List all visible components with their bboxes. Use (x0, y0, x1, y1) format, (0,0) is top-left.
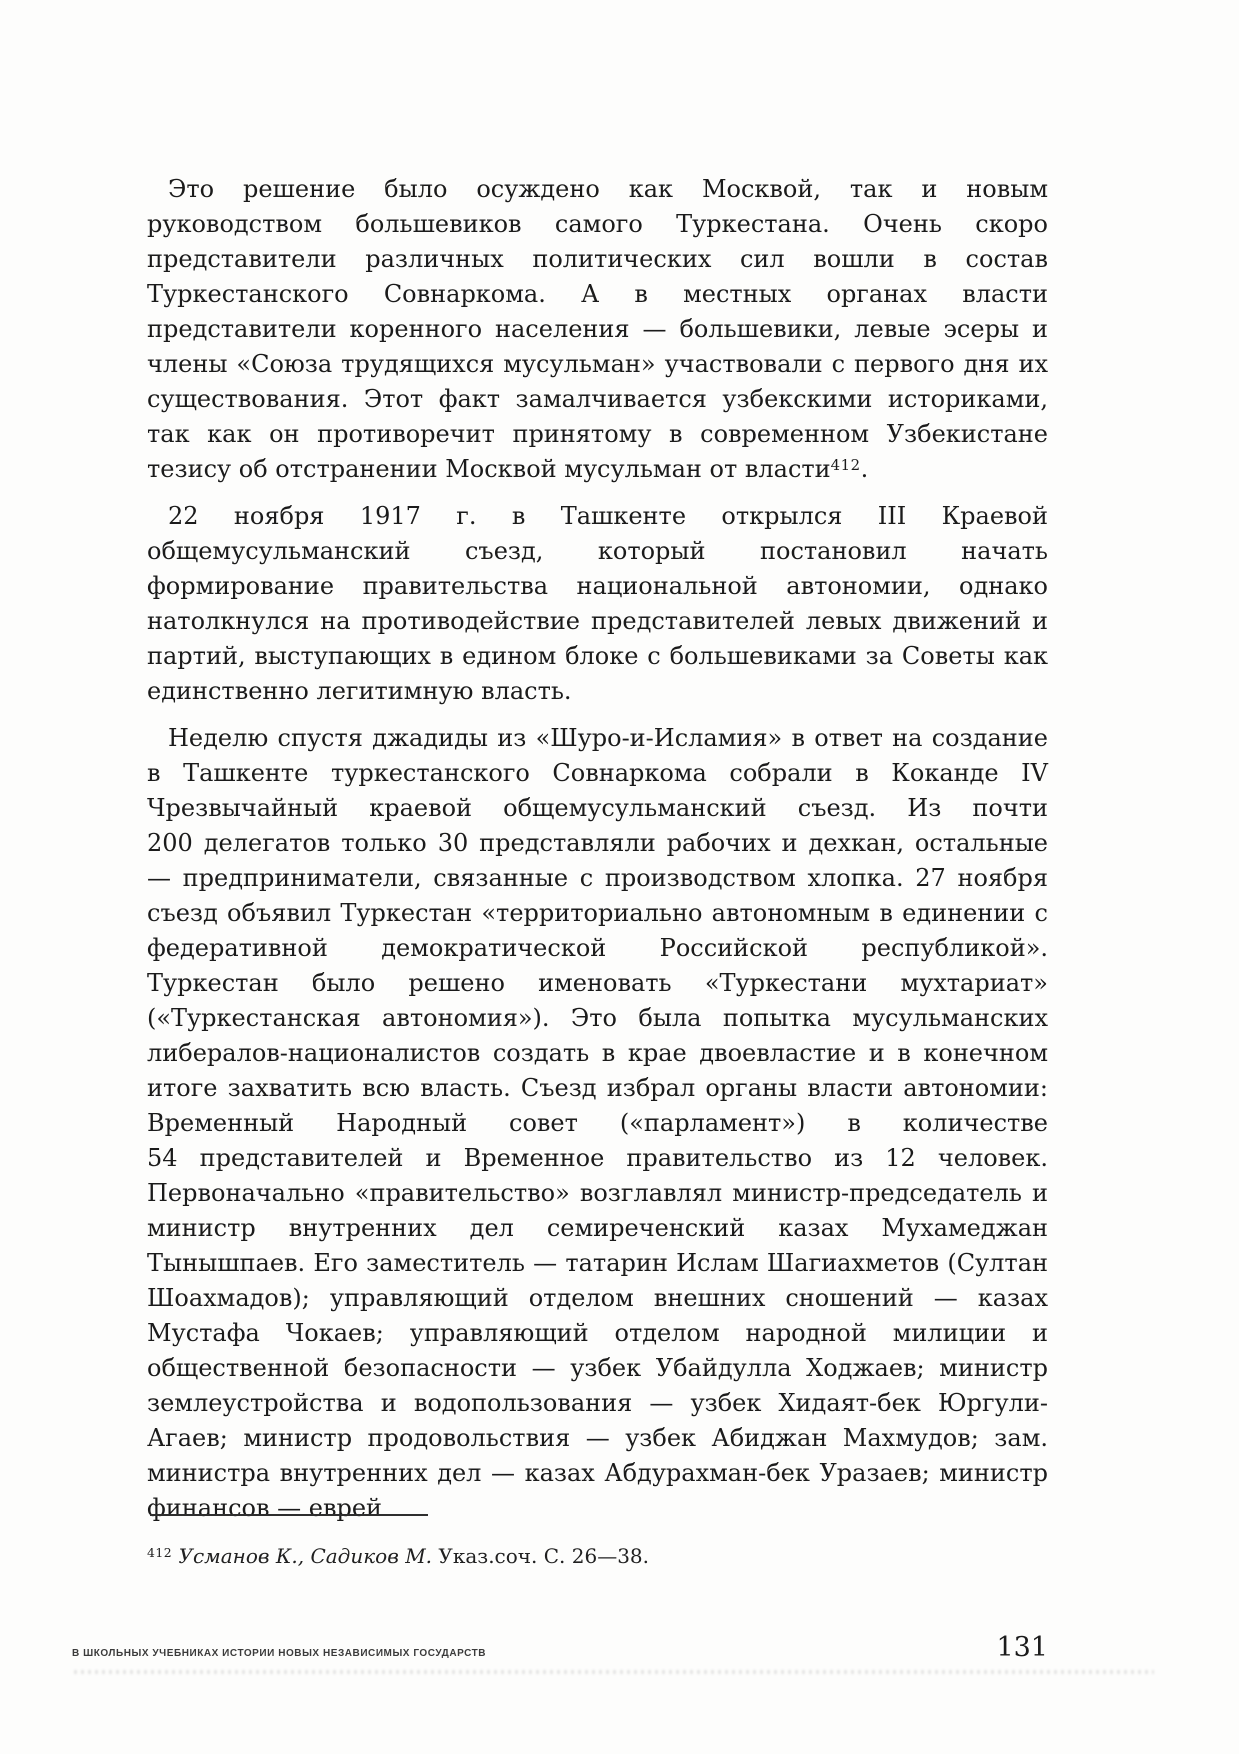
footnote (147, 1543, 1048, 1570)
text-run: Усманов К., Садиков М. (178, 1544, 433, 1568)
text-run: Это решение было осуждено как Москвой, так и новым руководством большевиков самого Туркестана. Очень скоро представители различных политических сил вошли в состав Туркестанского Совнаркома. А в местных органах власти представители коренного населения — большевики, левые эсеры и члены «Союза трудящихся мусульман» участвовали с первого дня их существования. Этот факт замалчивается узбекскими историками, так как он противоречит принятому в современном Узбекистане тезису об отстранении Москвой мусульман от власти (147, 175, 1048, 483)
paragraph (147, 721, 1048, 1526)
page-number: 131 (996, 1632, 1048, 1663)
page-body (147, 172, 1048, 1526)
text-run: 22 ноября 1917 г. в Ташкенте открылся III Краевой общемусульманский съезд, который постановил начать формирование правительства национальной автономии, однако натолкнулся на противодействие представителей левых движений и партий, выступающих в едином блоке с большевиками за Советы как единственно легитимную власть. (147, 502, 1048, 705)
running-title: В ШКОЛЬНЫХ УЧЕБНИКАХ ИСТОРИИ НОВЫХ НЕЗАВИСИМЫХ ГОСУДАРСТВ (72, 1648, 487, 1659)
text-run: Неделю спустя джадиды из «Шуро-и-Исламия» в ответ на создание в Ташкенте туркестанского Совнаркома собрали в Коканде IV Чрезвычайный краевой общемусульманский съезд. Из почти 200 делегатов только 30 представляли рабочих и дехкан, остальные — предприниматели, связанные с производством хлопка. 27 ноября съезд объявил Туркестан «территориально автономным в единении с федеративной демократической Российской республикой». Туркестан было решено именовать «Туркестани мухтариат» («Туркестанская автономия»). Это была попытка мусульманских либералов-националистов создать в крае двоевластие и в конечном итоге захватить всю власть. Съезд избрал органы власти автономии: Временный Народный совет («парламент») в количестве 54 представителей и Временное правительство из 12 человек. Первоначально «правительство» возглавлял министр-председатель и министр внутренних дел семиреченский казах Мухамеджан Тынышпаев. Его заместитель — татарин Ислам Шагиахметов (Султан Шоахмадов); управляющий отделом внешних сношений — казах Мустафа Чокаев; управляющий отделом народной милиции и общественной безопасности — узбек Убайдулла Ходжаев; министр землеустройства и водопользования — узбек Хидаят-бек Юргули-Агаев; министр продовольствия — узбек Абиджан Махмудов; зам. министра внутренних дел — казах Абдурахман-бек Уразаев; министр финансов — еврей (147, 724, 1048, 1522)
paragraph (147, 172, 1048, 487)
paragraph (147, 499, 1048, 709)
show-through-artifact (74, 1670, 1154, 1674)
text-run: . (860, 455, 869, 483)
footnote-separator (150, 1514, 428, 1516)
footnote-reference: 412 (830, 456, 861, 475)
page-footer (72, 1632, 1048, 1664)
footnote-reference: 412 (147, 1545, 173, 1561)
text-run: Указ.соч. С. 26—38. (432, 1544, 649, 1568)
